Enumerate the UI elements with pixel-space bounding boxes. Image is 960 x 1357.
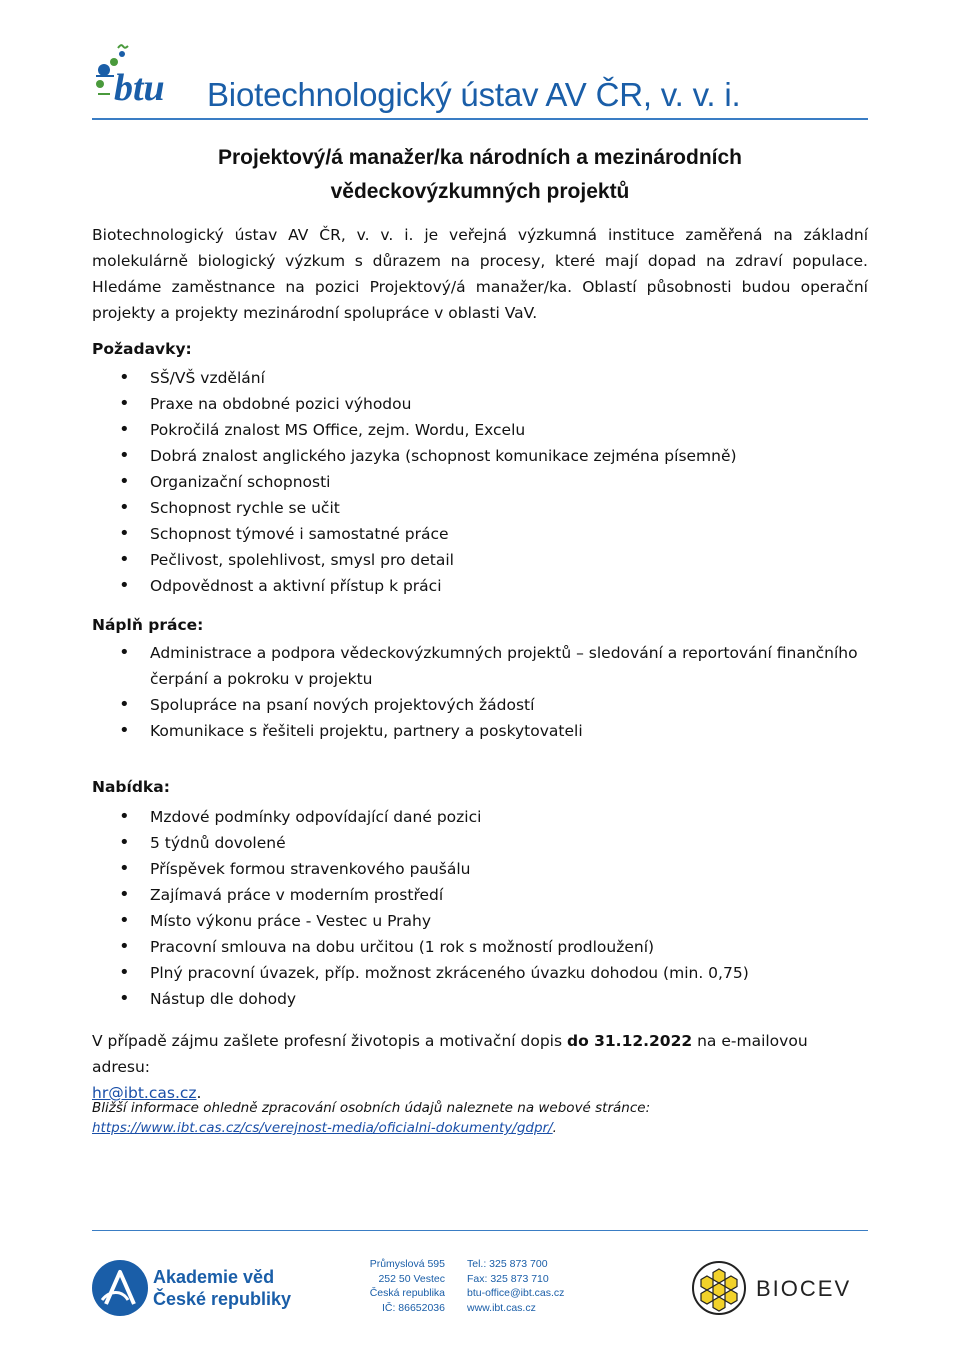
address-line: Česká republika xyxy=(369,1287,445,1300)
list-item: • Plný pracovní úvazek, příp. možnost zkráceného úvazku dohodou (min. 0,75) xyxy=(92,960,868,986)
contact-line: www.ibt.cas.cz xyxy=(467,1301,536,1314)
academy-name xyxy=(153,1266,291,1310)
list-item: • Místo výkonu práce - Vestec u Prahy xyxy=(92,908,868,934)
list-item: • Komunikace s řešiteli projektu, partnery a poskytovateli xyxy=(92,718,868,744)
academy-logo-icon xyxy=(92,1260,148,1316)
email-link[interactable]: hr@ibt.cas.cz xyxy=(92,1084,197,1102)
footer-contacts xyxy=(467,1257,607,1315)
gdpr-link[interactable]: https://www.ibt.cas.cz/cs/verejnost-media/oficialni-dokumenty/gdpr/ xyxy=(92,1120,553,1136)
title-line-1: Projektový/á manažer/ka národních a mezinárodních xyxy=(217,146,742,169)
offer-list xyxy=(92,804,868,1012)
list-item: • Praxe na obdobné pozici výhodou xyxy=(92,391,868,417)
list-item: • Pokročilá znalost MS Office, zejm. Wordu, Excelu xyxy=(92,417,868,443)
closing-text-after: na e-mailovou adresu: xyxy=(92,1032,808,1076)
gdpr-note xyxy=(92,1098,868,1138)
header-divider xyxy=(92,118,868,120)
contact-line: btu-office@ibt.cas.cz xyxy=(467,1287,565,1300)
gdpr-period: . xyxy=(552,1120,557,1136)
list-item: • Nástup dle dohody xyxy=(92,986,868,1012)
institution-name: Biotechnologický ústav AV ČR, v. v. i. xyxy=(207,76,741,113)
list-item: • 5 týdnů dovolené xyxy=(92,830,868,856)
page-title xyxy=(92,141,868,209)
list-item: • Pracovní smlouva na dobu určitou (1 rok s možností prodloužení) xyxy=(92,934,868,960)
address-line: IČ: 86652036 xyxy=(381,1301,445,1314)
list-item: • Mzdové podmínky odpovídající dané pozici xyxy=(92,804,868,830)
duties-list xyxy=(92,640,868,744)
contact-line: Tel.: 325 873 700 xyxy=(467,1258,548,1270)
deadline: do 31.12.2022 xyxy=(566,1032,693,1050)
list-item: • Dobrá znalost anglického jazyka (schopnost komunikace zejména písemně) xyxy=(92,443,868,469)
footer-address xyxy=(360,1257,445,1315)
closing-paragraph xyxy=(92,1028,868,1106)
academy-line-2: České republiky xyxy=(153,1289,292,1309)
offer-heading: Nabídka: xyxy=(92,778,170,796)
list-item: • Příspěvek formou stravenkového paušálu xyxy=(92,856,868,882)
list-item: • Organizační schopnosti xyxy=(92,469,868,495)
biocev-logo-icon xyxy=(692,1261,746,1315)
address-line: 252 50 Vestec xyxy=(378,1272,445,1285)
btu-logo-text: btu xyxy=(114,67,165,109)
academy-line-1: Akademie věd xyxy=(153,1267,275,1287)
list-item: • Schopnost týmové i samostatné práce xyxy=(92,521,868,547)
requirements-heading: Požadavky: xyxy=(92,340,192,358)
list-item: • Pečlivost, spolehlivost, smysl pro detail xyxy=(92,547,868,573)
list-item: • Zajímavá práce v moderním prostředí xyxy=(92,882,868,908)
closing-period: . xyxy=(196,1084,202,1102)
list-item: • Schopnost rychle se učit xyxy=(92,495,868,521)
address-line: Průmyslová 595 xyxy=(369,1258,445,1270)
list-item: • Odpovědnost a aktivní přístup k práci xyxy=(92,573,868,599)
header xyxy=(92,40,868,120)
footer-divider xyxy=(92,1230,868,1231)
contact-line: Fax: 325 873 710 xyxy=(467,1272,549,1285)
btu-logo xyxy=(92,40,202,112)
duties-heading: Náplň práce: xyxy=(92,616,204,634)
requirements-list xyxy=(92,365,868,599)
closing-text-before: V případě zájmu zašlete profesní životopis a motivační dopis xyxy=(92,1032,567,1050)
title-line-2: vědeckovýzkumných projektů xyxy=(330,180,630,203)
gdpr-text: Bližší informace ohledně zpracování osobních údajů naleznete na webové stránce: xyxy=(92,1100,651,1116)
list-item: • Spolupráce na psaní nových projektových žádostí xyxy=(92,692,868,718)
list-item: • SŠ/VŠ vzdělání xyxy=(92,365,868,391)
list-item: • Administrace a podpora vědeckovýzkumných projektů – sledování a reportování finančního čerpání a pokroku v projektu xyxy=(92,640,868,692)
intro-paragraph: Biotechnologický ústav AV ČR, v. v. i. je veřejná výzkumná instituce zaměřená na základní molekulárně biologický výzkum s důrazem na procesy, které mají dopad na zdraví populace. Hledáme zaměstnance na pozici Projektový/á manažer/ka. Oblastí působnosti budou operační projekty a projekty mezinárodní spolupráce v oblasti VaV. xyxy=(92,226,868,322)
biocev-name: BIOCEV xyxy=(756,1276,852,1301)
